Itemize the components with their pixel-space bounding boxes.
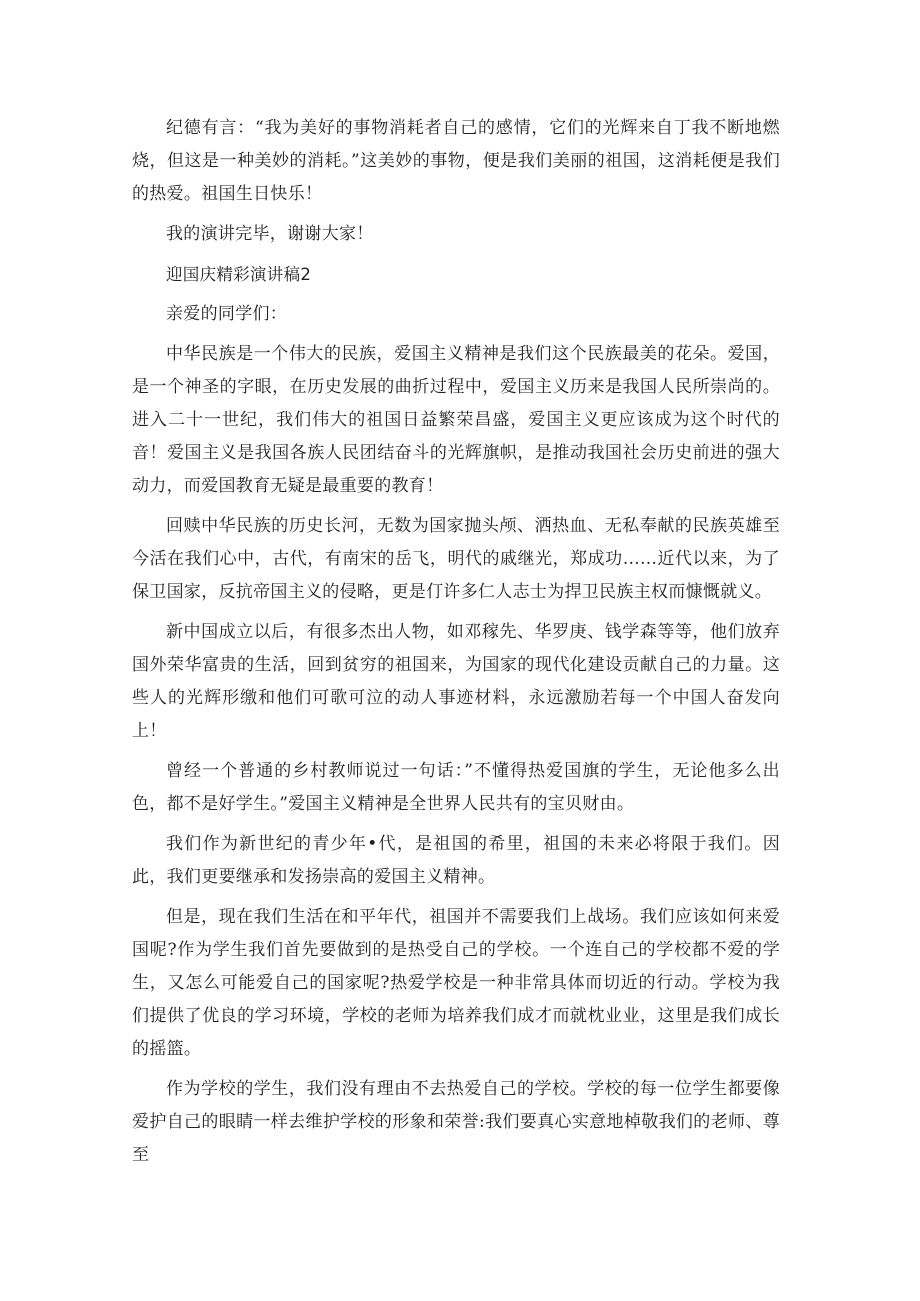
paragraph-love-school: 但是，现在我们生活在和平年代，祖国并不需要我们上战场。我们应该如何来爱国呢?作为学生我们首先要做到的是热受自己的学校。一个连自己的学校都不爱的学生，又怎么可能爱自己的国家呢?热爱学校是一种非常具体而切近的行动。学校为我们提供了优良的学习环境，学校的老师为培养我们成才而就枕业业，这里是我们成长的摇篮。 [132,907,780,1059]
paragraph-patriotism: 中华民族是一个伟大的民族，爱国主义精神是我们这个民族最美的花朵。爱国，是一个神圣的字眼，在历史发展的曲折过程中，爱国主义历来是我国人民所崇尚的。进入二十一世纪，我们伟大的祖国日益繁荣昌盛，爱国主义更应该成为这个时代的音！爱国主义是我国各族人民团结奋斗的光辉旗帜，是推动我国社会历史前进的强大动力，而爱国教育无疑是最重要的教育！ [132,344,780,496]
paragraph-history: 回赎中华民族的历史长河，无数为国家抛头颅、洒热血、无私奉献的民族英雄至今活在我们心中，古代，有南宋的岳飞，明代的戚继光，郑成功……近代以来，为了保卫国家，反抗帝国主义的侵略，更是仃许多仁人志士为捍卫民族主权而慷慨就义。 [132,516,780,602]
paragraph-new-china: 新中国成立以后，有很多杰出人物，如邓稼先、华罗庚、钱学森等等，他们放弃国外荣华富贵的生活，回到贫穷的祖国来，为国家的现代化建设贡献自己的力量。这些人的光辉形缴和他们可歌可泣的动人事迹材料，永远激励若每一个中国人奋发向上！ [132,622,780,741]
section-title: 迎国庆精彩演讲稿2 [166,265,312,284]
paragraph-teacher-quote: 曾经一个普通的乡村教师说过一句话：”不懂得热爱国旗的学生，无论他多么出色，都不是好学生。”爱国主义精神是全世界人民共有的宝贝财由。 [132,761,780,814]
paragraph-students: 作为学校的学生，我们没有理由不去热爱自己的学校。学校的每一位学生都要像爱护自己的眼睛一样去维护学校的形象和荣誉:我们要真心实意地棹敬我们的老师、尊至 [132,1079,780,1165]
paragraph-new-century: 我们作为新世纪的青少年•代，是祖国的希里，祖国的未来必将限于我们。因此，我们更要继承和发扬崇高的爱国主义精神。 [132,834,780,887]
document-body [132,112,780,1179]
paragraph-gide-quote: 纪德有言：“我为美好的事物消耗者自己的感情，它们的光辉来自丁我不断地燃烧，但这是一种美妙的消耗。”这美妙的事物，便是我们美丽的祖国，这消耗便是我们的热爱。祖国生日快乐！ [132,118,780,204]
paragraph-speech-end: 我的演讲完毕，谢谢大家！ [166,224,374,244]
paragraph-greeting: 亲爱的同学们： [166,304,288,324]
